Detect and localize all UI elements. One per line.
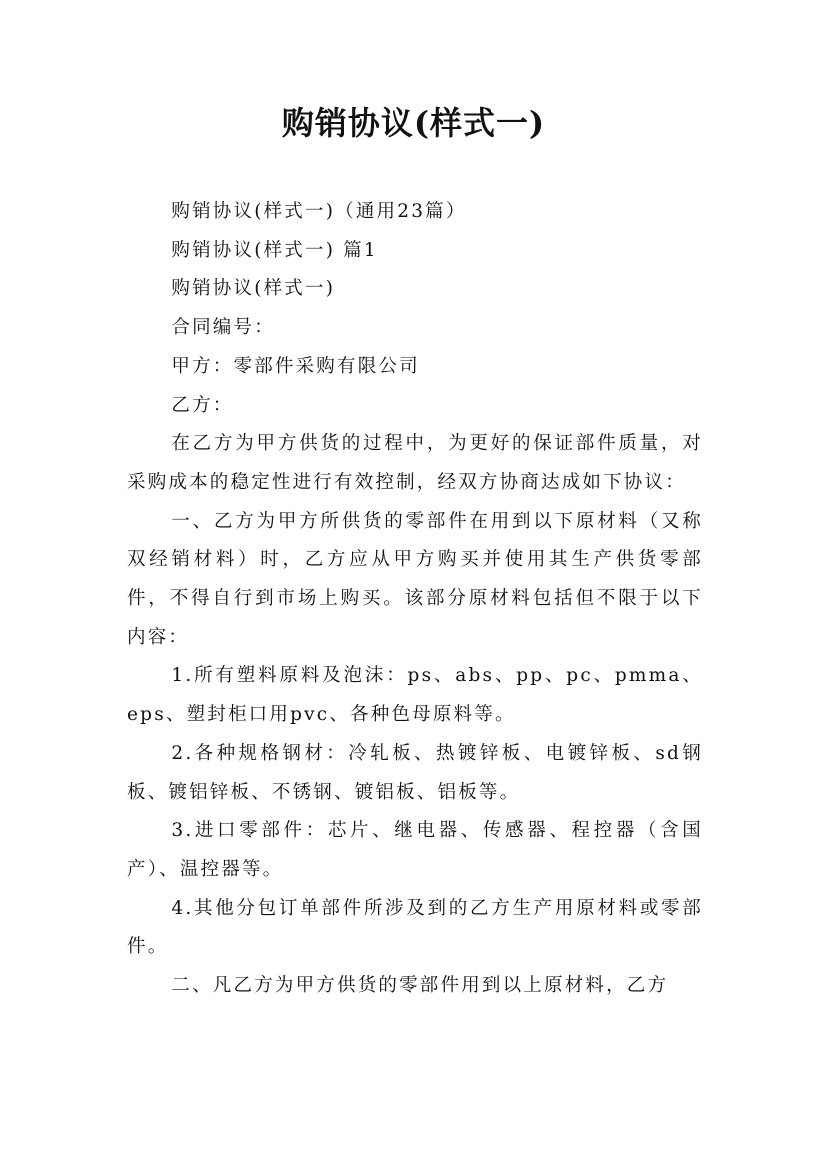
paragraph: 2.各种规格钢材：冷轧板、热镀锌板、电镀锌板、sd钢板、镀铝锌板、不锈钢、镀铝板、铝板等。 [127, 742, 703, 803]
paragraph: 二、凡乙方为甲方供货的零部件用到以上原材料，乙方 [171, 975, 669, 997]
paragraph: 合同编号： [171, 317, 275, 339]
paragraph: 购销协议(样式一)（通用23篇） [171, 201, 467, 222]
paragraph: 一、乙方为甲方所供货的零部件在用到以下原材料（又称双经销材料）时，乙方应从甲方购买并使用其生产供货零部件，不得自行到市场上购买。该部分原材料包括但不限于以下内容： [127, 510, 703, 648]
document-body [127, 193, 703, 1006]
paragraph: 3.进口零部件：芯片、继电器、传感器、程控器（含国产）、温控器等。 [127, 820, 703, 880]
paragraph: 甲方：零部件采购有限公司 [171, 355, 420, 377]
paragraph: 乙方： [171, 394, 234, 416]
paragraph: 购销协议(样式一) [171, 278, 336, 300]
document-title: 购销协议(样式一) [281, 104, 546, 142]
paragraph: 购销协议(样式一) 篇1 [171, 239, 378, 261]
paragraph: 在乙方为甲方供货的过程中，为更好的保证部件质量，对采购成本的稳定性进行有效控制，经双方协商达成如下协议： [127, 433, 703, 493]
paragraph: 4.其他分包订单部件所涉及到的乙方生产用原材料或零部件。 [127, 897, 703, 958]
paragraph: 1.所有塑料原料及泡沫：ps、abs、pp、pc、pmma、eps、塑封柜口用pvc、各种色母原料等。 [127, 665, 703, 726]
